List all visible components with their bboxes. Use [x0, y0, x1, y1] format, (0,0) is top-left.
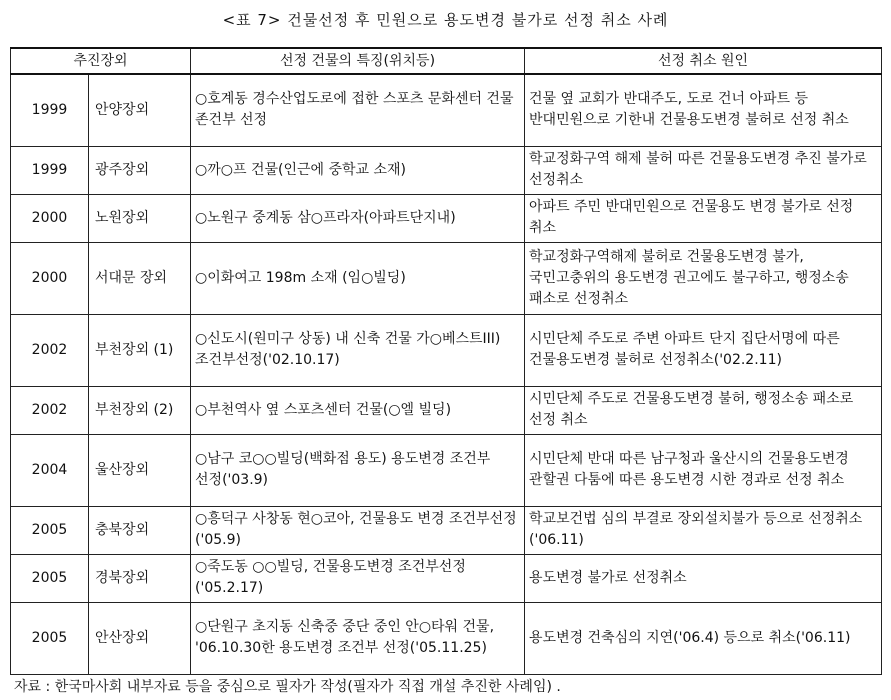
table-row	[11, 194, 882, 242]
year-cell: 2005	[11, 506, 89, 554]
reason-cell: 시민단체 반대 따른 남구청과 울산시의 건물용도변경 관할권 다툼에 따른 용도변경 시한 경과로 선정 취소	[525, 434, 882, 506]
reason-cell: 학교보건법 심의 부결로 장외설치불가 등으로 선정취소('06.11)	[525, 506, 882, 554]
feature-cell: ○신도시(원미구 상동) 내 신축 건물 가○베스트III) 조건부선정('02.10.17)	[191, 314, 525, 386]
table-row	[11, 554, 882, 602]
table-title: <표 7> 건물선정 후 민원으로 용도변경 불가로 선정 취소 사례	[222, 11, 669, 29]
year-cell: 1999	[11, 146, 89, 194]
venue-cell: 울산장외	[89, 434, 191, 506]
venue-cell: 안산장외	[89, 602, 191, 674]
feature-cell: ○노원구 중계동 삼○프라자(아파트단지내)	[191, 194, 525, 242]
table-row	[11, 146, 882, 194]
feature-cell: ○흥덕구 사창동 현○코아, 건물용도 변경 조건부선정('05.9)	[191, 506, 525, 554]
feature-cell: ○까○프 건물(인근에 중학교 소재)	[191, 146, 525, 194]
feature-cell: ○남구 코○○빌딩(백화점 용도) 용도변경 조건부 선정('03.9)	[191, 434, 525, 506]
year-cell: 2002	[11, 386, 89, 434]
venue-cell: 충북장외	[89, 506, 191, 554]
table-row	[11, 434, 882, 506]
year-cell: 2002	[11, 314, 89, 386]
header-venue: 추진장외	[11, 48, 191, 74]
feature-cell: ○호계동 경수산업도로에 접한 스포츠 문화센터 건물 존건부 선정	[191, 74, 525, 146]
year-cell: 2004	[11, 434, 89, 506]
reason-cell: 시민단체 주도로 건물용도변경 불허, 행정소송 패소로 선정 취소	[525, 386, 882, 434]
header-reason: 선정 취소 원인	[525, 48, 882, 74]
reason-cell: 건물 옆 교회가 반대주도, 도로 건너 아파트 등 반대민원으로 기한내 건물용도변경 불허로 선정 취소	[525, 74, 882, 146]
year-cell: 2000	[11, 242, 89, 314]
reason-cell: 용도변경 불가로 선정취소	[525, 554, 882, 602]
feature-cell: ○죽도동 ○○빌딩, 건물용도변경 조건부선정('05.2.17)	[191, 554, 525, 602]
year-cell: 2005	[11, 602, 89, 674]
reason-cell: 아파트 주민 반대민원으로 건물용도 변경 불가로 선정 취소	[525, 194, 882, 242]
header-feature: 선정 건물의 특징(위치등)	[191, 48, 525, 74]
reason-cell: 학교정화구역해제 불허로 건물용도변경 불가, 국민고충위의 용도변경 권고에도 불구하고, 행정소송 패소로 선정취소	[525, 242, 882, 314]
venue-cell: 노원장외	[89, 194, 191, 242]
reason-cell: 용도변경 건축심의 지연('06.4) 등으로 취소('06.11)	[525, 602, 882, 674]
venue-cell: 경북장외	[89, 554, 191, 602]
table-row	[11, 386, 882, 434]
table-row	[11, 74, 882, 146]
venue-cell: 서대문 장외	[89, 242, 191, 314]
table-row	[11, 242, 882, 314]
year-cell: 1999	[11, 74, 89, 146]
header-row	[11, 48, 882, 74]
feature-cell: ○부천역사 옆 스포츠센터 건물(○엘 빌딩)	[191, 386, 525, 434]
venue-cell: 부천장외 (1)	[89, 314, 191, 386]
venue-cell: 광주장외	[89, 146, 191, 194]
year-cell: 2005	[11, 554, 89, 602]
year-cell: 2000	[11, 194, 89, 242]
feature-cell: ○단원구 초지동 신축중 중단 중인 안○타워 건물, '06.10.30한 용도변경 조건부 선정('05.11.25)	[191, 602, 525, 674]
table-row	[11, 602, 882, 674]
venue-cell: 안양장외	[89, 74, 191, 146]
venue-cell: 부천장외 (2)	[89, 386, 191, 434]
table-row	[11, 506, 882, 554]
cancellation-cases-table	[10, 47, 882, 675]
feature-cell: ○이화여고 198m 소재 (임○빌딩)	[191, 242, 525, 314]
reason-cell: 학교정화구역 해제 불허 따른 건물용도변경 추진 불가로 선정취소	[525, 146, 882, 194]
table-row	[11, 314, 882, 386]
source-note: 자료 : 한국마사회 내부자료 등을 중심으로 필자가 작성(필자가 직접 개설 추진한 사례임) .	[14, 679, 561, 695]
reason-cell: 시민단체 주도로 주변 아파트 단지 집단서명에 따른 건물용도변경 불허로 선정취소('02.2.11)	[525, 314, 882, 386]
